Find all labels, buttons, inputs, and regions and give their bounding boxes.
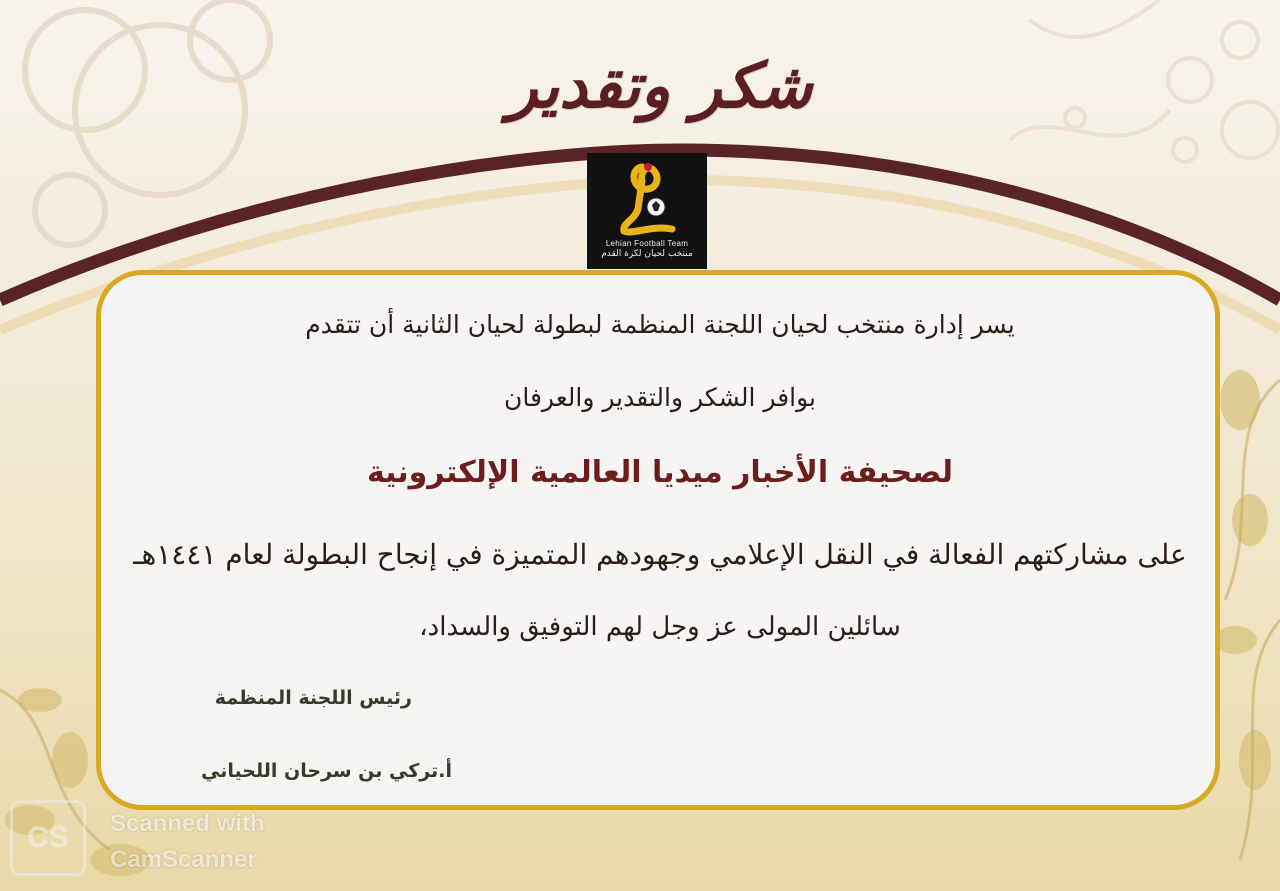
team-emblem-icon [612, 159, 682, 237]
body-line-4: على مشاركتهم الفعالة في النقل الإعلامي وجهودهم المتميزة في إنجاح البطولة لعام ١٤٤١هـ [133, 538, 1187, 571]
camscanner-logo-icon: CS [10, 800, 86, 876]
body-line-5: سائلين المولى عز وجل لهم التوفيق والسداد، [419, 612, 901, 642]
watermark-text [110, 806, 265, 878]
logo-text-ar: منتخب لحيان لكرة القدم [601, 249, 693, 259]
signature-title: رئيس اللجنة المنظمة [214, 687, 412, 709]
body-line-2: بوافر الشكر والتقدير والعرفان [504, 383, 816, 412]
recipient-name: لصحيفة الأخبار ميديا العالمية الإلكترونية [366, 455, 954, 490]
watermark-line-1: Scanned with [110, 810, 265, 837]
team-logo [587, 153, 707, 269]
body-line-1: يسر إدارة منتخب لحيان اللجنة المنظمة لبطولة لحيان الثانية أن تتقدم [305, 310, 1015, 339]
logo-text-en: Lehian Football Team [605, 239, 689, 248]
signature-name: أ.تركي بن سرحان اللحياني [201, 760, 452, 782]
watermark-line-2: CamScanner [110, 846, 257, 873]
scanner-watermark [10, 800, 330, 880]
certificate-heading: شكر وتقدير [507, 48, 813, 122]
